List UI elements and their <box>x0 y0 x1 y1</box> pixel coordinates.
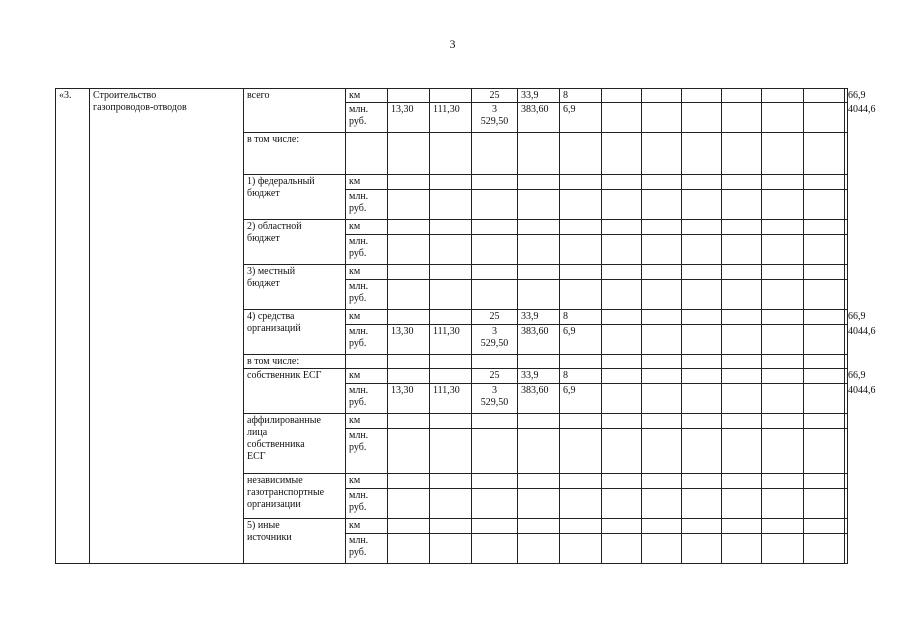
value-cell <box>762 414 804 429</box>
value-cell <box>642 133 682 175</box>
value-cell <box>602 220 642 235</box>
value-cell <box>804 519 845 534</box>
value-cell <box>642 265 682 280</box>
item-number: «3. <box>56 89 90 564</box>
value-cell <box>722 103 762 133</box>
value-cell <box>722 220 762 235</box>
value-cell <box>804 235 845 265</box>
value-cell <box>762 519 804 534</box>
value-cell <box>472 175 518 190</box>
unit-cell: млн. руб. <box>346 534 388 564</box>
value-cell <box>642 474 682 489</box>
unit-cell: млн. руб. <box>346 280 388 310</box>
value-cell <box>804 384 845 414</box>
value-cell <box>602 175 642 190</box>
value-cell <box>388 280 430 310</box>
value-cell <box>762 103 804 133</box>
value-cell <box>804 265 845 280</box>
value-cell <box>472 265 518 280</box>
value-cell <box>642 489 682 519</box>
value-cell <box>642 310 682 325</box>
value-cell <box>602 519 642 534</box>
value-cell <box>602 384 642 414</box>
value-cell <box>762 384 804 414</box>
value-cell <box>602 369 642 384</box>
value-cell <box>518 519 560 534</box>
value-cell <box>430 133 472 175</box>
value-cell <box>602 429 642 474</box>
value-cell <box>642 429 682 474</box>
value-cell <box>762 265 804 280</box>
value-cell <box>845 414 848 429</box>
value-cell <box>518 235 560 265</box>
value-cell <box>845 429 848 474</box>
row-label: 1) федеральный бюджет <box>244 175 346 220</box>
value-cell <box>602 310 642 325</box>
value-cell <box>560 474 602 489</box>
value-cell <box>602 534 642 564</box>
value-cell: 33,9 <box>518 369 560 384</box>
value-cell <box>722 235 762 265</box>
value-cell <box>642 235 682 265</box>
value-cell: 13,30 <box>388 103 430 133</box>
value-cell <box>804 325 845 355</box>
value-cell <box>804 280 845 310</box>
row-label: 4) средства организаций <box>244 310 346 355</box>
value-cell <box>804 474 845 489</box>
value-cell <box>642 369 682 384</box>
unit-cell: км <box>346 220 388 235</box>
value-cell: 25 <box>472 369 518 384</box>
value-cell <box>602 133 642 175</box>
value-cell <box>472 280 518 310</box>
value-cell <box>560 355 602 369</box>
value-cell <box>642 220 682 235</box>
value-cell <box>602 280 642 310</box>
value-cell: 3 529,50 <box>472 384 518 414</box>
value-cell <box>560 429 602 474</box>
value-cell <box>430 310 472 325</box>
value-cell <box>682 220 722 235</box>
value-cell <box>388 414 430 429</box>
value-cell <box>642 534 682 564</box>
value-cell <box>518 220 560 235</box>
value-cell: 6,9 <box>560 103 602 133</box>
value-cell: 6,9 <box>560 325 602 355</box>
value-cell <box>722 474 762 489</box>
row-label: в том числе: <box>244 133 346 175</box>
value-cell: 3 529,50 <box>472 325 518 355</box>
value-cell: 6,9 <box>560 384 602 414</box>
value-cell <box>762 310 804 325</box>
value-cell <box>722 310 762 325</box>
value-cell <box>518 474 560 489</box>
unit-cell: млн. руб. <box>346 235 388 265</box>
value-cell <box>682 369 722 384</box>
value-cell <box>388 474 430 489</box>
value-cell <box>642 519 682 534</box>
value-cell: 4044,6 <box>845 325 848 355</box>
value-cell <box>430 175 472 190</box>
value-cell <box>388 175 430 190</box>
value-cell <box>845 133 848 175</box>
value-cell <box>804 89 845 103</box>
value-cell <box>762 220 804 235</box>
value-cell <box>762 489 804 519</box>
value-cell <box>388 369 430 384</box>
unit-cell: км <box>346 474 388 489</box>
value-cell <box>762 89 804 103</box>
value-cell <box>682 519 722 534</box>
value-cell <box>804 429 845 474</box>
value-cell <box>762 474 804 489</box>
value-cell <box>845 474 848 489</box>
row-label: 2) областной бюджет <box>244 220 346 265</box>
value-cell <box>518 133 560 175</box>
value-cell <box>845 355 848 369</box>
value-cell <box>845 175 848 190</box>
value-cell: 111,30 <box>430 103 472 133</box>
value-cell <box>472 474 518 489</box>
value-cell <box>388 235 430 265</box>
value-cell <box>388 534 430 564</box>
row-label: 5) иные источники <box>244 519 346 564</box>
value-cell <box>722 355 762 369</box>
page-number: 3 <box>449 37 456 51</box>
value-cell <box>804 133 845 175</box>
value-cell <box>518 265 560 280</box>
value-cell <box>518 280 560 310</box>
value-cell <box>518 414 560 429</box>
value-cell <box>762 429 804 474</box>
value-cell <box>472 355 518 369</box>
unit-cell: млн. руб. <box>346 429 388 474</box>
value-cell <box>560 133 602 175</box>
row-label: независимые газотранспортные организации <box>244 474 346 519</box>
row-label: собственник ЕСГ <box>244 369 346 414</box>
value-cell <box>472 133 518 175</box>
value-cell <box>642 175 682 190</box>
value-cell <box>722 280 762 310</box>
value-cell <box>472 190 518 220</box>
value-cell <box>388 310 430 325</box>
row-label: 3) местный бюджет <box>244 265 346 310</box>
value-cell: 33,9 <box>518 89 560 103</box>
value-cell <box>560 220 602 235</box>
value-cell <box>762 325 804 355</box>
value-cell <box>602 89 642 103</box>
value-cell <box>804 220 845 235</box>
value-cell <box>602 265 642 280</box>
value-cell <box>560 265 602 280</box>
value-cell <box>430 235 472 265</box>
value-cell <box>804 175 845 190</box>
value-cell <box>602 190 642 220</box>
value-cell <box>472 519 518 534</box>
value-cell <box>518 534 560 564</box>
value-cell <box>682 534 722 564</box>
value-cell <box>682 190 722 220</box>
value-cell <box>560 175 602 190</box>
value-cell <box>762 190 804 220</box>
item-name: Строительство газопроводов-отводов <box>90 89 244 564</box>
value-cell <box>388 190 430 220</box>
value-cell <box>845 519 848 534</box>
value-cell <box>560 235 602 265</box>
value-cell <box>560 280 602 310</box>
unit-cell: млн. руб. <box>346 489 388 519</box>
value-cell <box>682 384 722 414</box>
value-cell: 66,9 <box>845 89 848 103</box>
unit-cell <box>346 355 388 369</box>
value-cell <box>804 369 845 384</box>
value-cell: 3 529,50 <box>472 103 518 133</box>
value-cell: 4044,6 <box>845 103 848 133</box>
unit-cell: км <box>346 369 388 384</box>
row-label: в том числе: <box>244 355 346 369</box>
unit-cell <box>346 133 388 175</box>
value-cell <box>430 190 472 220</box>
value-cell <box>722 175 762 190</box>
value-cell <box>804 190 845 220</box>
value-cell <box>682 265 722 280</box>
unit-cell: км <box>346 89 388 103</box>
value-cell: 8 <box>560 310 602 325</box>
value-cell <box>682 235 722 265</box>
value-cell <box>642 355 682 369</box>
value-cell <box>388 265 430 280</box>
unit-cell: км <box>346 265 388 280</box>
value-cell <box>560 489 602 519</box>
value-cell: 13,30 <box>388 325 430 355</box>
value-cell <box>388 355 430 369</box>
value-cell <box>430 89 472 103</box>
value-cell <box>722 190 762 220</box>
value-cell <box>682 103 722 133</box>
value-cell <box>560 190 602 220</box>
value-cell <box>430 489 472 519</box>
unit-cell: млн. руб. <box>346 103 388 133</box>
value-cell <box>682 89 722 103</box>
value-cell <box>845 235 848 265</box>
value-cell <box>722 265 762 280</box>
value-cell <box>472 235 518 265</box>
value-cell <box>682 175 722 190</box>
value-cell <box>642 103 682 133</box>
value-cell <box>682 133 722 175</box>
value-cell <box>560 414 602 429</box>
value-cell <box>430 355 472 369</box>
value-cell <box>682 489 722 519</box>
value-cell <box>762 534 804 564</box>
value-cell: 383,60 <box>518 384 560 414</box>
value-cell: 25 <box>472 310 518 325</box>
value-cell <box>388 519 430 534</box>
value-cell: 111,30 <box>430 384 472 414</box>
value-cell <box>804 489 845 519</box>
unit-cell: км <box>346 175 388 190</box>
value-cell <box>602 103 642 133</box>
value-cell <box>845 489 848 519</box>
value-cell <box>722 489 762 519</box>
value-cell <box>804 414 845 429</box>
value-cell: 33,9 <box>518 310 560 325</box>
value-cell: 383,60 <box>518 103 560 133</box>
value-cell <box>804 355 845 369</box>
value-cell: 66,9 <box>845 310 848 325</box>
value-cell <box>472 489 518 519</box>
value-cell <box>518 489 560 519</box>
value-cell <box>388 220 430 235</box>
value-cell <box>518 190 560 220</box>
value-cell <box>682 325 722 355</box>
value-cell <box>722 369 762 384</box>
value-cell: 8 <box>560 369 602 384</box>
value-cell <box>388 89 430 103</box>
row-label: всего <box>244 89 346 133</box>
value-cell <box>642 280 682 310</box>
value-cell <box>602 235 642 265</box>
value-cell <box>845 190 848 220</box>
value-cell <box>430 220 472 235</box>
value-cell <box>388 489 430 519</box>
value-cell <box>430 534 472 564</box>
unit-cell: млн. руб. <box>346 325 388 355</box>
value-cell <box>560 519 602 534</box>
unit-cell: млн. руб. <box>346 384 388 414</box>
value-cell <box>722 429 762 474</box>
value-cell <box>722 534 762 564</box>
value-cell: 25 <box>472 89 518 103</box>
value-cell <box>388 133 430 175</box>
value-cell <box>472 534 518 564</box>
value-cell <box>518 175 560 190</box>
value-cell <box>722 89 762 103</box>
unit-cell: млн. руб. <box>346 190 388 220</box>
row-label: аффилированные лица собственника ЕСГ <box>244 414 346 474</box>
value-cell <box>722 325 762 355</box>
table-row <box>56 89 848 103</box>
value-cell <box>804 534 845 564</box>
value-cell <box>642 384 682 414</box>
value-cell <box>682 414 722 429</box>
value-cell: 383,60 <box>518 325 560 355</box>
value-cell <box>682 429 722 474</box>
value-cell: 4044,6 <box>845 384 848 414</box>
value-cell <box>472 414 518 429</box>
unit-cell: км <box>346 310 388 325</box>
value-cell <box>430 474 472 489</box>
value-cell <box>472 220 518 235</box>
value-cell <box>682 310 722 325</box>
value-cell <box>845 220 848 235</box>
value-cell <box>472 429 518 474</box>
value-cell <box>845 280 848 310</box>
value-cell <box>602 414 642 429</box>
value-cell <box>430 280 472 310</box>
value-cell <box>722 133 762 175</box>
value-cell <box>602 489 642 519</box>
value-cell <box>518 429 560 474</box>
value-cell <box>560 534 602 564</box>
value-cell <box>430 414 472 429</box>
value-cell <box>722 384 762 414</box>
budget-table <box>55 88 876 564</box>
unit-cell: км <box>346 519 388 534</box>
value-cell <box>682 474 722 489</box>
value-cell <box>762 355 804 369</box>
value-cell <box>762 133 804 175</box>
value-cell <box>430 265 472 280</box>
value-cell <box>430 369 472 384</box>
value-cell: 13,30 <box>388 384 430 414</box>
value-cell <box>762 235 804 265</box>
unit-cell: км <box>346 414 388 429</box>
value-cell <box>722 414 762 429</box>
value-cell <box>642 190 682 220</box>
value-cell <box>804 310 845 325</box>
value-cell: 111,30 <box>430 325 472 355</box>
value-cell <box>845 534 848 564</box>
value-cell <box>518 355 560 369</box>
value-cell <box>762 280 804 310</box>
value-cell <box>430 429 472 474</box>
value-cell <box>682 280 722 310</box>
value-cell: 8 <box>560 89 602 103</box>
value-cell: 66,9 <box>845 369 848 384</box>
value-cell <box>845 265 848 280</box>
value-cell <box>762 369 804 384</box>
value-cell <box>762 175 804 190</box>
value-cell <box>602 355 642 369</box>
value-cell <box>722 519 762 534</box>
value-cell <box>682 355 722 369</box>
value-cell <box>642 414 682 429</box>
value-cell <box>602 325 642 355</box>
value-cell <box>388 429 430 474</box>
value-cell <box>642 325 682 355</box>
value-cell <box>430 519 472 534</box>
value-cell <box>804 103 845 133</box>
value-cell <box>642 89 682 103</box>
value-cell <box>602 474 642 489</box>
